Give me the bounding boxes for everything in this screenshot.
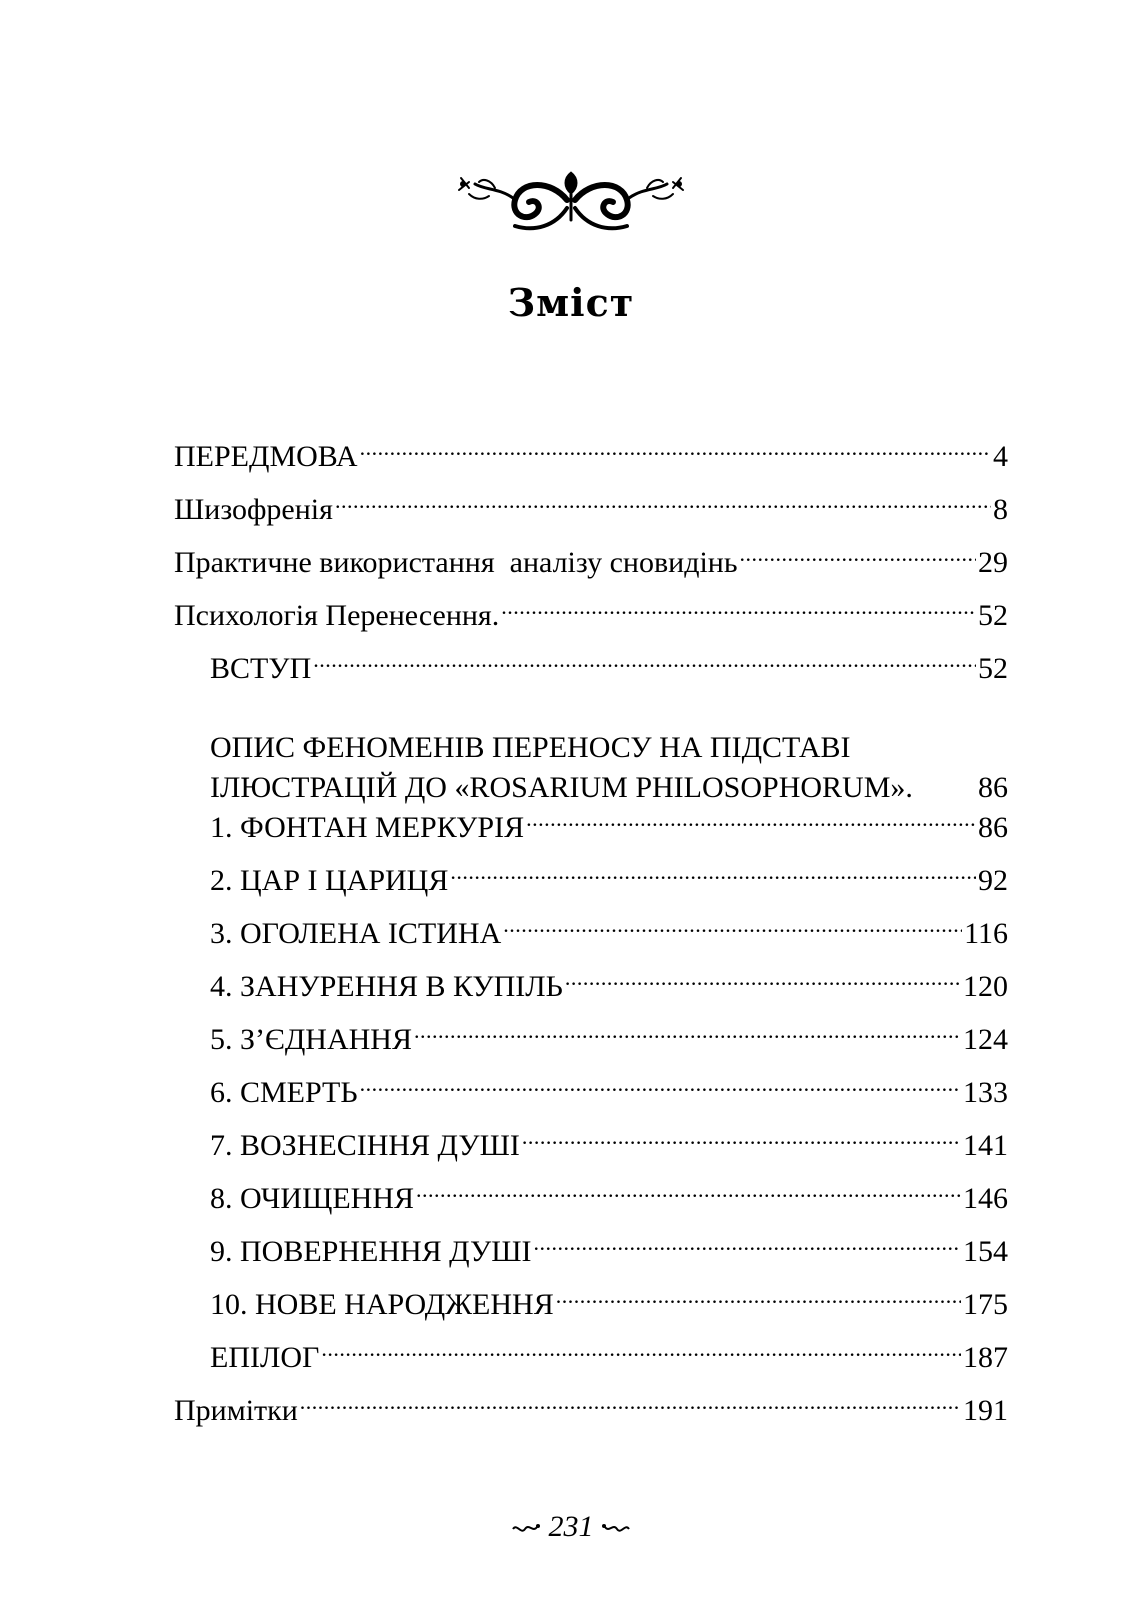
page-number: 231 xyxy=(548,1510,594,1543)
dot-leader xyxy=(556,1294,961,1314)
toc-entry-page: 92 xyxy=(978,864,1008,897)
toc-entry-label: ЕПІЛОГ xyxy=(210,1341,320,1374)
toc-subentry[interactable] xyxy=(174,1338,1008,1391)
dot-leader xyxy=(313,658,976,678)
table-of-contents xyxy=(174,437,1008,1444)
toc-subentry[interactable] xyxy=(174,1020,1008,1073)
toc-entry-page: 133 xyxy=(963,1076,1008,1109)
toc-entry-label: Практичне використання аналізу сновидінь xyxy=(174,546,738,579)
toc-subentry[interactable] xyxy=(174,702,1008,808)
toc-entry-label: Психологія Перенесення. xyxy=(174,599,500,632)
toc-entry-label-line1: ОПИС ФЕНОМЕНІВ ПЕРЕНОСУ НА ПІДСТАВІ xyxy=(210,731,851,764)
toc-entry-label: ПЕРЕДМОВА xyxy=(174,440,358,473)
toc-entry-label: 2. ЦАР І ЦАРИЦЯ xyxy=(210,864,449,897)
dot-leader xyxy=(526,817,976,837)
toc-entry-label: Шизофренія xyxy=(174,493,333,526)
toc-subentry[interactable] xyxy=(174,1232,1008,1285)
toc-subentry[interactable] xyxy=(174,649,1008,702)
toc-entry-label: 9. ПОВЕРНЕННЯ ДУШІ xyxy=(210,1235,532,1268)
footer-ornament-left-icon xyxy=(511,1521,541,1537)
toc-entry-label: 10. НОВЕ НАРОДЖЕННЯ xyxy=(210,1288,554,1321)
toc-entry-page: 141 xyxy=(963,1129,1008,1162)
toc-entry[interactable] xyxy=(174,543,1008,596)
dot-separator: . xyxy=(905,771,913,804)
dot-leader xyxy=(501,605,976,625)
decorative-ornament-icon xyxy=(455,160,687,240)
toc-entry-page: 86 xyxy=(978,771,1008,804)
toc-entry-page: 29 xyxy=(978,546,1008,579)
dot-leader xyxy=(300,1400,961,1420)
dot-leader xyxy=(335,499,991,519)
dot-leader xyxy=(534,1241,961,1261)
dot-leader xyxy=(503,923,962,943)
dot-leader xyxy=(321,1347,961,1367)
dot-leader xyxy=(360,446,991,466)
toc-entry-page: 86 xyxy=(978,811,1008,844)
toc-subentry[interactable] xyxy=(174,914,1008,967)
dot-leader xyxy=(414,1029,961,1049)
toc-entry-page: 52 xyxy=(978,652,1008,685)
toc-entry-page: 146 xyxy=(963,1182,1008,1215)
toc-subentry[interactable] xyxy=(174,808,1008,861)
dot-leader xyxy=(522,1135,961,1155)
toc-subentry[interactable] xyxy=(174,861,1008,914)
toc-entry-page: 191 xyxy=(963,1394,1008,1427)
toc-entry-label: 1. ФОНТАН МЕРКУРІЯ xyxy=(210,811,525,844)
toc-entry-page: 175 xyxy=(963,1288,1008,1321)
toc-entry-label: 6. СМЕРТЬ xyxy=(210,1076,358,1109)
toc-entry-page: 187 xyxy=(963,1341,1008,1374)
toc-subentry[interactable] xyxy=(174,1179,1008,1232)
toc-subentry[interactable] xyxy=(174,1073,1008,1126)
toc-entry[interactable] xyxy=(174,490,1008,543)
toc-entry-page: 154 xyxy=(963,1235,1008,1268)
toc-entry-label: 4. ЗАНУРЕННЯ В КУПІЛЬ xyxy=(210,970,563,1003)
dot-leader xyxy=(450,870,976,890)
toc-entry-page: 8 xyxy=(993,493,1008,526)
toc-subentry[interactable] xyxy=(174,1126,1008,1179)
toc-subentry[interactable] xyxy=(174,967,1008,1020)
toc-entry-label: 5. З’ЄДНАННЯ xyxy=(210,1023,412,1056)
dot-leader xyxy=(360,1082,961,1102)
toc-entry-page: 120 xyxy=(963,970,1008,1003)
toc-entry[interactable] xyxy=(174,437,1008,490)
page-title: Зміст xyxy=(507,280,635,325)
toc-entry[interactable] xyxy=(174,596,1008,649)
toc-entry[interactable] xyxy=(174,1391,1008,1444)
toc-subentry[interactable] xyxy=(174,1285,1008,1338)
toc-entry-label: 7. ВОЗНЕСІННЯ ДУШІ xyxy=(210,1129,520,1162)
toc-entry-label: Примітки xyxy=(174,1394,298,1427)
toc-entry-label: ВСТУП xyxy=(210,652,312,685)
toc-entry-page: 124 xyxy=(963,1023,1008,1056)
toc-entry-page: 52 xyxy=(978,599,1008,632)
toc-entry-label: 3. ОГОЛЕНА ІСТИНА xyxy=(210,917,502,950)
toc-entry-label-line2: ІЛЮСТРАЦІЙ ДО «ROSARIUM PHILOSOPHORUM» xyxy=(210,771,906,804)
dot-leader xyxy=(565,976,961,996)
footer-ornament-right-icon xyxy=(601,1521,631,1537)
dot-leader xyxy=(416,1188,961,1208)
toc-entry-page: 116 xyxy=(964,917,1008,950)
toc-entry-page: 4 xyxy=(993,440,1008,473)
page-footer xyxy=(0,1510,1142,1544)
toc-entry-label: 8. ОЧИЩЕННЯ xyxy=(210,1182,415,1215)
dot-leader xyxy=(740,552,976,572)
